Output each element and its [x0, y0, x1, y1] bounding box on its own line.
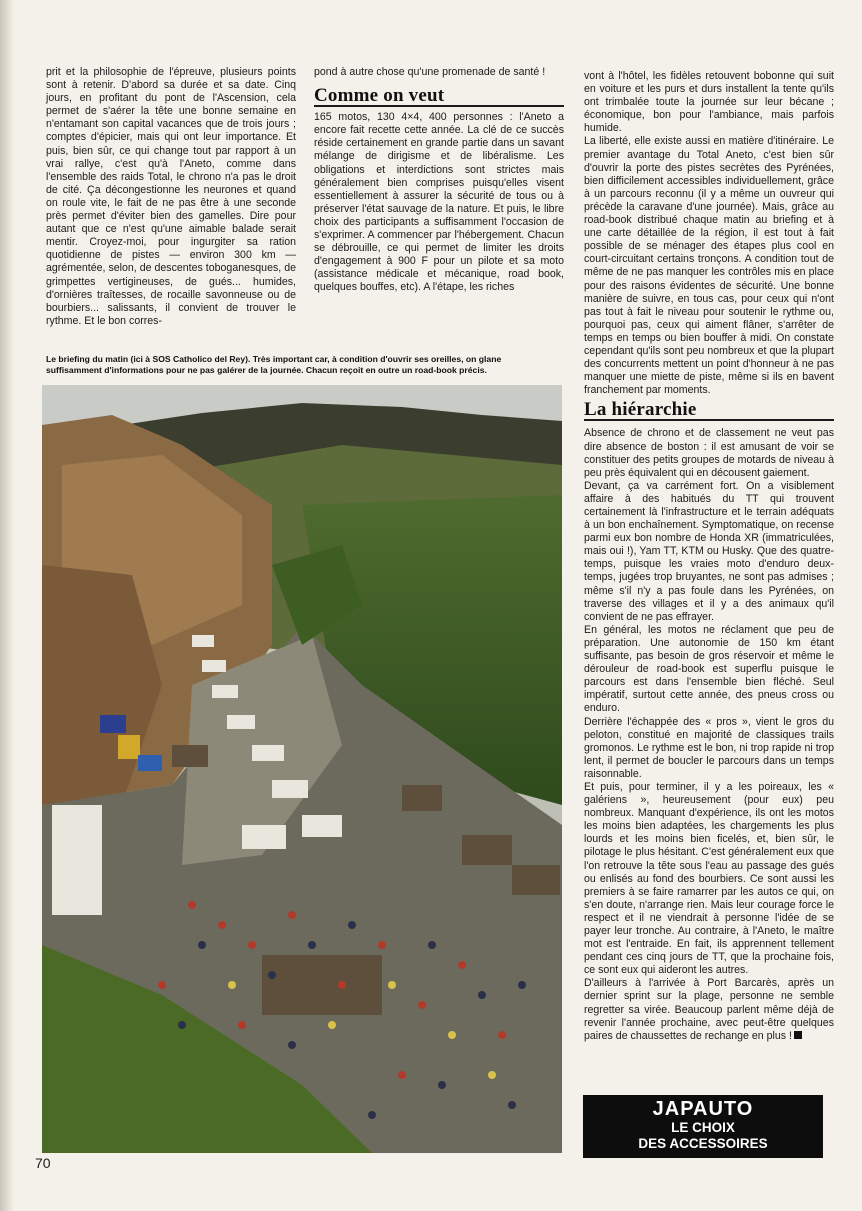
article-paragraph: pond à autre chose qu'une promenade de santé ! [314, 66, 546, 78]
article-paragraph: 165 motos, 130 4×4, 400 personnes : l'Aneto a encore fait recette cette année. La clé de ce succès réside certainement en grande partie dans un savant mélange de dirigisme et de libéralisme. Les obligations et interdictions sont strictes mais généralement bien comprises puisqu'elles visent essentiellement à assurer la sécurité de tous ou à préserver l'état sauvage de la nature. Et puis, le libre choix des participants a suffisamment l'occasion de s'exprimer. A commencer par l'hébergement. Chacun se débrouille, ce qui permet de limiter les droits d'engagement à 900 F pour un pilote et sa moto (assistance médicale et mécanique, road book, quelques bouffes, etc). A l'étape, les riches [314, 111, 564, 294]
photo-caption: Le briefing du matin (ici à SOS Catholico del Rey). Très important car, à condition d'ouvrir ses oreilles, on glane suffisamment d'informations pour ne pas galérer de la journée. Chacun reçoit en outre un road-book précis. [46, 354, 502, 375]
section-heading-la-hierarchie: La hiérarchie [584, 403, 834, 421]
article-paragraph: prit et la philosophie de l'épreuve, plusieurs points sont à retenir. D'abord sa durée et sa date. Cinq jours, en profitant du pont de l'Ascension, cela permet de s'aérer la tête une bonne semaine en n'entamant son capital vacances que de trois jours ; comptes d'épicier, mais qui ont leur importance. Et puis, bien sûr, ce qui change tout par rapport à un vrai rallye, c'est qu'à l'Aneto, comme dans l'ensemble des raids Total, le chrono n'a pas le droit de cité. Ça décongestionne les neurones et quand on roule vite, le fait de ne pas être à une seconde près permet d'éviter bien des gamelles. Dire pour autant que ce n'est qu'une aimable balade serait mentir. Croyez-moi, pour ingurgiter sa ration quotidienne de pistes — environ 300 km — agrémentée, selon, de descentes toboganesques, de grimpettes vertigineuses, de gués... humides, d'ornières traîtesses, de rocaille savonneuse ou de bourbiers... salissants, il convient de trouver le rythme. Et le bon corres- [46, 66, 296, 327]
article-paragraph-text: D'ailleurs à l'arrivée à Port Barcarès, après un dernier sprint sur la plage, personne ne semble regretter sa virée. Beaucoup parlent même déjà de revenir l'année prochaine, avec peut-être quelques paires de chaussettes de rechange en plus ! [584, 977, 834, 1042]
briefing-photo [42, 385, 562, 1153]
section-heading-comme-on-veut: Comme on veut [314, 89, 564, 107]
article-paragraph: Absence de chrono et de classement ne veut pas dire absence de boston : il est amusant de voir se constituer des petits groupes de motards de niveau à peu près équivalent qui en décousent gaiement. [584, 427, 834, 479]
article-paragraph: Derrière l'échappée des « pros », vient le gros du peloton, constitué en majorité de classiques trails gromonos. Le rythme est le bon, ni trop rapide ni trop lent, il permet de boucler le parcours dans un temps raisonnable. [584, 715, 834, 780]
binding-shadow [0, 0, 14, 1211]
japauto-advert[interactable] [583, 1095, 823, 1158]
article-column-3 [584, 70, 834, 1043]
article-column-2 [314, 66, 564, 295]
ad-brand: JAPAUTO [652, 1098, 754, 1120]
article-paragraph: Devant, ça va carrément fort. On a visiblement affaire à des habitués du TT qui trouvent certainement là l'infrastructure et le terrain adéquats à un bon enchaînement. Symptomatique, on recense parmi eux bon nombre de Honda XR (immatriculées, mais oui !), Yam TT, KTM ou Husky. Que des quatre-temps, puisque les vraies moto d'enduro deux-temps, jugées trop bruyantes, ne sont pas admises ; même s'il n'y a pas foule dans les Pyrénées, on traverse des villages et il y a des animaux qu'il convient de ne pas effrayer. [584, 479, 834, 623]
article-paragraph: En général, les motos ne réclament que peu de préparation. Une autonomie de 150 km étant suffisante, pas besoin de gros réservoir et même le dérouleur de road-book est superflu puisque le parcours est dans l'ensemble bien fléché. Seul impératif, surtout cette année, des pneus cross ou enduro. [584, 623, 834, 715]
article-paragraph: vont à l'hôtel, les fidèles retouvent bobonne qui suit en voiture et les purs et durs installent la tente qu'ils ont trimbalée toute la journée sur leur bécane ; économique, bon pour l'ambiance, mais parfois humide. [584, 70, 834, 135]
article-column-1 [46, 66, 296, 328]
ad-tagline-2: DES ACCESSOIRES [638, 1136, 768, 1151]
end-mark-icon [794, 1031, 802, 1039]
article-paragraph: Et puis, pour terminer, il y a les poireaux, les « galériens », heureusement (pour eux) peu nombreux. Manquant d'expérience, ils ont les motos les moins bien adaptées, les chargements les plus lourds et les moins bien ficelés, et, bien sûr, le pilotage le plus hésitant. C'est généralement eux que l'on retrouve la tête sous l'eau au passage des gués ou enlisés au fond des bourbiers. Ce sont aussi les premiers à se faire ramarrer par les autos ce qui, on s'en doute, n'arrange rien. Mais leur courage force le respect et il ne viendrait à personne l'idée de se payer leur tronche. Au contraire, à l'Aneto, le maître mot est l'entraide. En fait, ils apprennent tellement pendant ces cinq jours de TT, que la prochaine fois, ce sont eux qui aideront les autres. [584, 780, 834, 977]
page-number: 70 [35, 1155, 51, 1171]
ad-tagline-1: LE CHOIX [671, 1120, 735, 1135]
briefing-photo-illustration [42, 385, 562, 1153]
article-paragraph [584, 977, 834, 1042]
article-paragraph: La liberté, elle existe aussi en matière d'itinéraire. Le premier avantage du Total Aneto, c'est bien sûr d'ouvrir la porte des pistes secrètes des Pyrénées, bien difficilement accessibles individuellement, grâce à un parcours reconnu (il y a même un ouvreur qui précède la caravane d'une journée). Mais, grâce au road-book distribué chaque matin au briefing et à une carte détaillée de la région, il est tout à fait possible de se ménager des étapes plus cool en court-circuitant certains tronçons. A condition tout de même de ne pas manquer les contrôles mis en place pour des raisons évidentes de sécurité. Une bonne manière de suivre, en tous cas, pour ceux qui n'ont pas tout à fait le niveau pour soutenir le rythme ou, pourquoi pas, ceux qui aiment flâner, s'arrêter de temps en temps ou bien bouffer à midi. On constate cependant qu'ils sont peu nombreux et que la plupart des concurrents mettent un point d'honneur à ne pas manquer une miette de piste, même si ils en bavent franchement par moments. [584, 135, 834, 397]
